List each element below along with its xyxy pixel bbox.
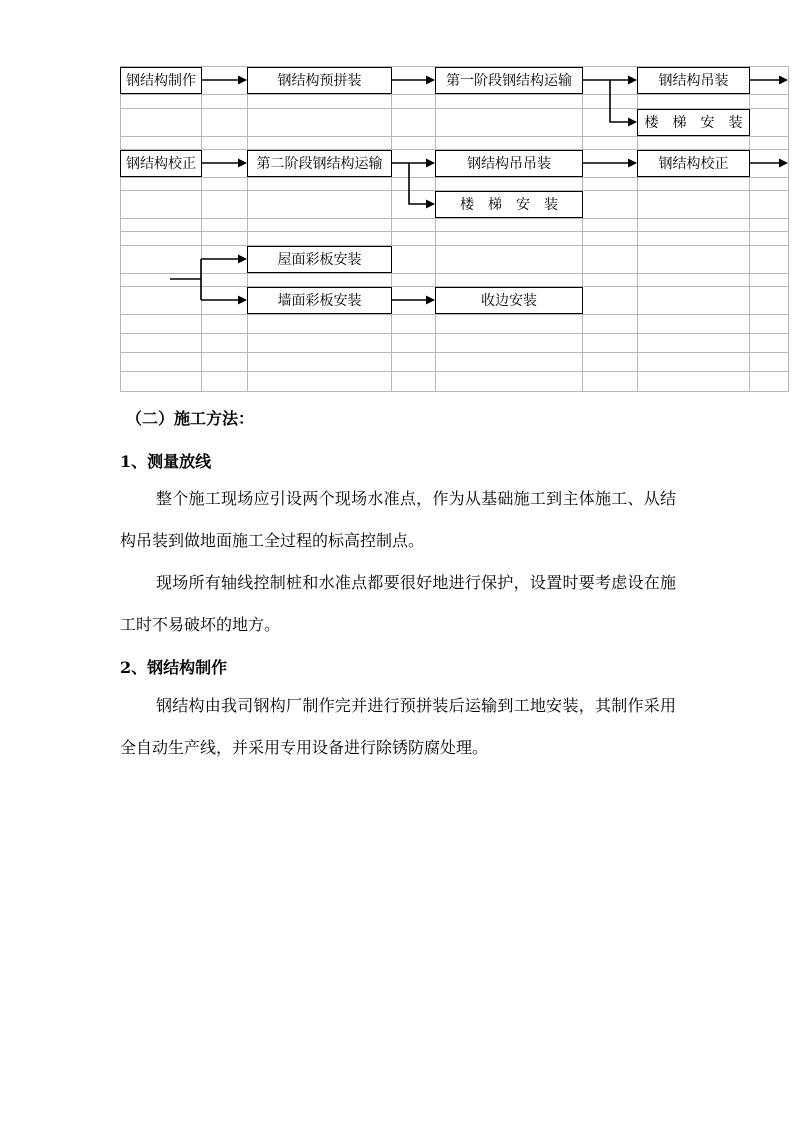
box-steel-preassembly: 钢结构预拼装 xyxy=(247,67,392,94)
paragraph-survey-2: 现场所有轴线控制桩和水准点都要很好地进行保护，设置时要考虑设在施工时不易破坏的地方。 xyxy=(120,573,676,634)
box-steel-hoisting-1: 钢结构吊装 xyxy=(637,67,750,94)
box-steel-correction: 钢结构校正 xyxy=(120,150,202,177)
box-roof-panel: 屋面彩板安装 xyxy=(247,246,392,273)
box-wall-panel: 墙面彩板安装 xyxy=(247,287,392,314)
box-steel-fabrication: 钢结构制作 xyxy=(120,67,202,94)
box-edge-install: 收边安装 xyxy=(435,287,583,314)
box-stage2-transport: 第二阶段钢结构运输 xyxy=(247,150,392,177)
section-title: （二）施工方法： xyxy=(126,409,255,428)
box-stage1-transport: 第一阶段钢结构运输 xyxy=(435,67,583,94)
box-stair-install-1: 楼 梯 安 装 xyxy=(637,109,750,136)
box-steel-correction-end: 钢结构校正 xyxy=(637,150,750,177)
flowchart-grid xyxy=(0,0,793,400)
box-stair-install-2: 楼 梯 安 装 xyxy=(435,191,583,218)
paragraph-survey-1: 整个施工现场应引设两个现场水准点，作为从基础施工到主体施工、从结构吊装到做地面施工全过程的标高控制点。 xyxy=(120,489,676,550)
subsection-heading-fabrication: 2、钢结构制作 xyxy=(120,658,228,677)
box-steel-hoisting-2: 钢结构吊吊装 xyxy=(435,150,583,177)
paragraph-fabrication-1: 钢结构由我司钢构厂制作完并进行预拼装后运输到工地安装，其制作采用全自动生产线，并采用专用设备进行除锈防腐处理。 xyxy=(120,696,676,757)
subsection-heading-survey: 1、测量放线 xyxy=(120,452,212,471)
